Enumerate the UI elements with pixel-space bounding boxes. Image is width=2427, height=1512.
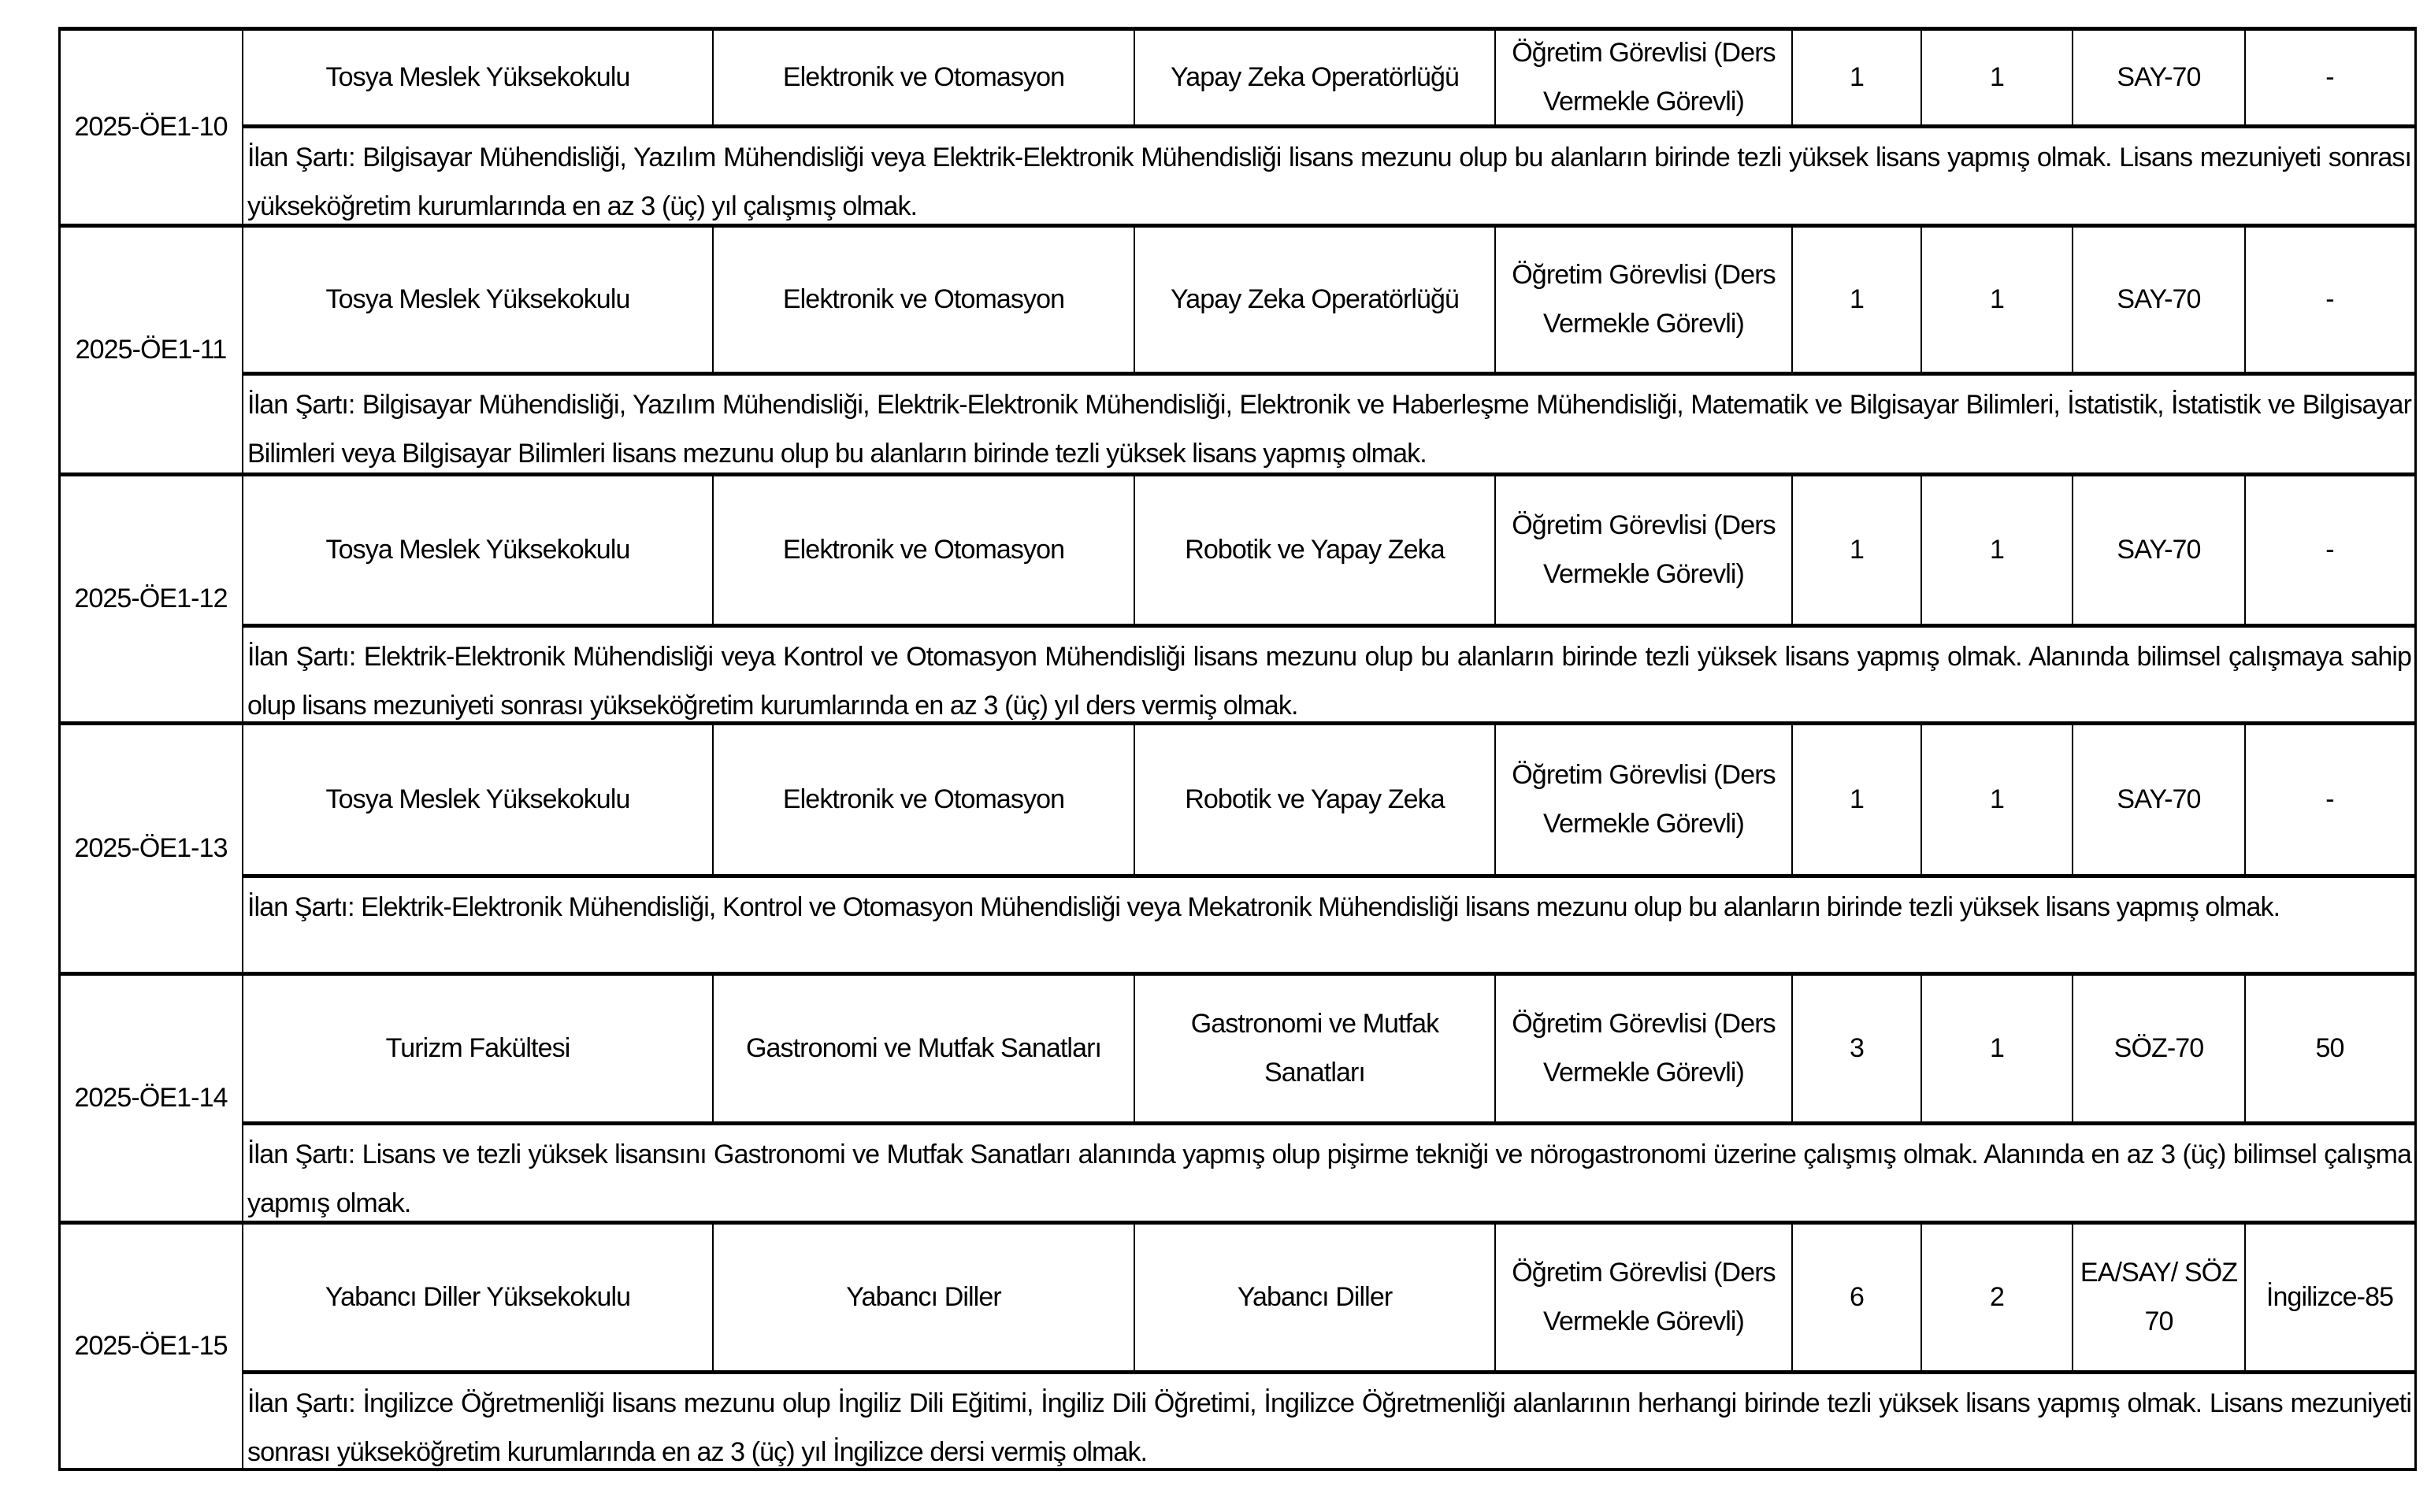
position-cell: Öğretim Görevlisi (Ders Vermekle Görevli) — [1512, 260, 1776, 339]
quota-cell: 1 — [1849, 535, 1864, 565]
quota-cell: 6 — [1849, 1282, 1864, 1312]
position-cell: Öğretim Görevlisi (Ders Vermekle Görevli) — [1512, 38, 1776, 117]
unit-cell: Tosya Meslek Yüksekokulu — [325, 784, 630, 814]
row-divider — [243, 624, 2414, 628]
program-cell: Yapay Zeka Operatörlüğü — [1170, 284, 1460, 314]
count-cell: 1 — [1989, 62, 2004, 92]
row-divider — [243, 874, 2414, 878]
program-cell: Robotik ve Yapay Zeka — [1185, 535, 1445, 565]
unit-cell: Tosya Meslek Yüksekokulu — [325, 284, 630, 314]
record-id: 2025-ÖE1-15 — [74, 1330, 228, 1361]
record-divider — [59, 472, 2416, 476]
condition-text: İlan Şartı: Elektrik-Elektronik Mühendisliği, Kontrol ve Otomasyon Mühendisliği veya Mekatronik Mühendisliği lisans mezunu olup bu alanların birinde tezli yüksek lisans yapmış olmak. — [247, 892, 2280, 922]
department-cell: Gastronomi ve Mutfak Sanatları — [745, 1033, 1102, 1063]
department-cell: Elektronik ve Otomasyon — [782, 62, 1065, 92]
quota-cell: 1 — [1849, 62, 1864, 92]
table-bottom-border — [59, 1468, 2416, 1471]
language-cell: İngilizce-85 — [2266, 1282, 2394, 1312]
condition-text: İlan Şartı: Lisans ve tezli yüksek lisansını Gastronomi ve Mutfak Sanatları alanında yapmış olup pişirme tekniği ve nörogastronomi üzerine çalışmış olmak. Alanında en az 3 (üç) bilimsel çalışma yapmış olmak. — [247, 1140, 2411, 1218]
condition-text: İlan Şartı: Bilgisayar Mühendisliği, Yazılım Mühendisliği veya Elektrik-Elektronik Mühendisliği lisans mezunu olup bu alanların birinde tezli yüksek lisans yapmış olmak. Lisans mezuniyeti sonrası yükseköğretim kurumlarında en az 3 (üç) yıl çalışmış olmak. — [247, 143, 2411, 221]
count-cell: 2 — [1989, 1282, 2004, 1312]
unit-cell: Tosya Meslek Yüksekokulu — [325, 535, 630, 565]
record-divider — [59, 1221, 2416, 1225]
quota-cell: 3 — [1849, 1033, 1864, 1063]
condition-text: İlan Şartı: Elektrik-Elektronik Mühendisliği veya Kontrol ve Otomasyon Mühendisliği lisans mezunu olup bu alanların birinde tezli yüksek lisans yapmış olmak. Alanında bilimsel çalışmaya sahip olup lisans mezuniyeti sonrası yükseköğretim kurumlarında en az 3 (üç) yıl ders vermiş olmak. — [247, 642, 2411, 721]
count-cell: 1 — [1989, 784, 2004, 814]
department-cell: Elektronik ve Otomasyon — [782, 284, 1065, 314]
record-id: 2025-ÖE1-13 — [74, 832, 228, 863]
record-id: 2025-ÖE1-12 — [74, 583, 228, 613]
id-column-divider — [242, 27, 243, 1471]
position-cell: Öğretim Görevlisi (Ders Vermekle Görevli) — [1512, 1258, 1776, 1336]
record-id: 2025-ÖE1-14 — [74, 1082, 228, 1113]
quota-cell: 1 — [1849, 784, 1864, 814]
program-cell: Robotik ve Yapay Zeka — [1185, 784, 1445, 814]
row-divider — [243, 1370, 2414, 1374]
department-cell: Yabancı Diller — [846, 1282, 1001, 1312]
department-cell: Elektronik ve Otomasyon — [782, 784, 1065, 814]
count-cell: 1 — [1989, 535, 2004, 565]
department-cell: Elektronik ve Otomasyon — [782, 535, 1065, 565]
language-cell: - — [2325, 535, 2334, 565]
position-cell: Öğretim Görevlisi (Ders Vermekle Görevli) — [1512, 510, 1776, 589]
record-id: 2025-ÖE1-11 — [75, 334, 227, 365]
condition-text: İlan Şartı: Bilgisayar Mühendisliği, Yazılım Mühendisliği, Elektrik-Elektronik Mühendisliği, Elektronik ve Haberleşme Mühendisliği, Matematik ve Bilgisayar Bilimleri, İstatistik, İstatistik ve Bilgisayar Bilimleri veya Bilgisayar Bilimleri lisans mezunu olup bu alanların birinde tezli yüksek lisans yapmış olmak. — [247, 390, 2411, 469]
unit-cell: Tosya Meslek Yüksekokulu — [325, 62, 630, 92]
language-cell: - — [2325, 784, 2334, 814]
ales-cell: SAY-70 — [2117, 62, 2201, 92]
record-divider — [59, 27, 2416, 31]
ales-cell: SÖZ-70 — [2113, 1033, 2204, 1063]
unit-cell: Yabancı Diller Yüksekokulu — [325, 1282, 631, 1312]
record-divider — [59, 224, 2416, 228]
program-cell: Yabancı Diller — [1237, 1282, 1393, 1312]
position-cell: Öğretim Görevlisi (Ders Vermekle Görevli) — [1512, 760, 1776, 839]
count-cell: 1 — [1989, 284, 2004, 314]
count-cell: 1 — [1989, 1033, 2004, 1063]
table-left-border — [58, 27, 61, 1471]
position-cell: Öğretim Görevlisi (Ders Vermekle Görevli) — [1512, 1009, 1776, 1088]
unit-cell: Turizm Fakültesi — [385, 1033, 570, 1063]
row-divider — [243, 372, 2414, 376]
program-cell: Yapay Zeka Operatörlüğü — [1170, 62, 1460, 92]
ales-cell: SAY-70 — [2117, 784, 2201, 814]
ales-cell: SAY-70 — [2117, 535, 2201, 565]
language-cell: 50 — [2315, 1033, 2344, 1063]
program-cell: Gastronomi ve Mutfak Sanatları — [1190, 1009, 1439, 1088]
language-cell: - — [2325, 284, 2334, 314]
record-id: 2025-ÖE1-10 — [74, 111, 228, 142]
table-right-border — [2414, 27, 2417, 1471]
condition-text: İlan Şartı: İngilizce Öğretmenliği lisans mezunu olup İngiliz Dili Eğitimi, İngiliz Dili Öğretimi, İngilizce Öğretmenliği alanlarının herhangi birinde tezli yüksek lisans yapmış olmak. Lisans mezuniyeti sonrası yükseköğretim kurumlarında en az 3 (üç) yıl İngilizce dersi vermiş olmak. — [247, 1388, 2411, 1467]
record-divider — [59, 972, 2416, 976]
row-divider — [243, 124, 2414, 128]
language-cell: - — [2325, 62, 2334, 92]
ales-cell: EA/SAY/ SÖZ 70 — [2080, 1258, 2238, 1336]
row-divider — [243, 1121, 2414, 1125]
quota-cell: 1 — [1849, 284, 1864, 314]
record-divider — [59, 721, 2416, 725]
ales-cell: SAY-70 — [2117, 284, 2201, 314]
